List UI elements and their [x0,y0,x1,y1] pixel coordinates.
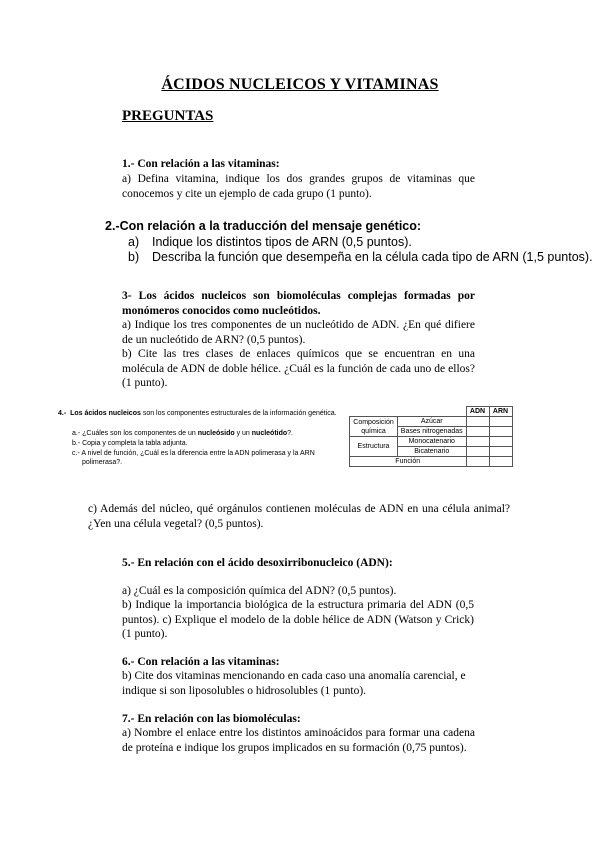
q7-heading: 7.- En relación con las biomoléculas: [122,713,301,725]
section-title: PREGUNTAS [122,108,214,124]
q6-heading: 6.- Con relación a las vitaminas: [122,656,280,668]
q2-heading: 2.-Con relación a la traducción del mensaje genético: [105,219,422,233]
row-estructura: Estructura [350,437,398,457]
q4-block [58,410,348,480]
cell [466,427,489,437]
q4-part-b: b.- Copia y completa la tabla adjunta. [72,440,188,447]
col-adn: ADN [466,407,489,417]
q3-part-a: a) Indique los tres componentes de un nucleótido de ADN. ¿En qué difiere de un nucleótido de ARN? (0,5 puntos). [122,319,475,346]
cell [466,447,489,457]
q2-part-b [128,250,593,264]
cell [489,447,512,457]
q4-a-post: ?. [287,430,293,437]
q5-part-a: a) ¿Cuál es la composición química del ADN? (0,5 puntos). [122,585,397,597]
cell [466,457,489,467]
q2-a-label: a) [128,235,140,249]
cell [489,417,512,427]
q2-b-label: b) [128,250,140,264]
q4-a-b1: nucleósido [197,430,235,437]
q4-a-b2: nucleótido [251,430,288,437]
q4-a-mid: y un [234,430,252,437]
extra-part-c: c) Además del núcleo, qué orgánulos contienen moléculas de ADN en una célula animal? ¿Yen una célula vegetal? (0,5 puntos). [88,503,510,530]
q2-a-text: Indique los distintos tipos de ARN (0,5 puntos). [152,235,412,249]
col-arn: ARN [489,407,512,417]
row-funcion: Función [350,457,467,467]
q2-b-text: Describa la función que desempeña en la célula cada tipo de ARN (1,5 puntos). [152,250,593,264]
row-composicion: Composición química [350,417,398,437]
row-mono: Monocatenario [398,437,467,447]
row-azucar: Azúcar [398,417,467,427]
nucleic-acid-table [349,406,513,467]
q7-part-a: a) Nombre el enlace entre los distintos aminoácidos para formar una cadena de proteína e indique los grupos implicados en su formación (0,75 puntos). [122,727,475,754]
row-bi: Bicatenario [398,447,467,457]
q4-a-pre: a.- ¿Cuáles son los componentes de un [72,430,198,437]
cell [489,457,512,467]
q1-part-a: a) Defina vitamina, indique los dos grandes grupos de vitaminas que conocemos y cite un ejemplo de cada grupo (1 punto). [122,173,475,200]
q4-part-c-cont: polimerasa?. [82,459,123,466]
cell [489,437,512,447]
cell [466,417,489,427]
q4-part-a [72,430,293,437]
cell [489,427,512,437]
q4-heading [58,410,337,417]
q4-part-c: c.- A nivel de función, ¿Cuál es la diferencia entre la ADN polimerasa y la ARN [72,450,315,457]
q3-part-b: b) Cite las tres clases de enlaces químicos que se encuentran en una molécula de ADN de doble hélice. ¿Cuál es la función de cada uno de ellos? (1 punto). [122,348,475,389]
row-bases: Bases nitrogenadas [398,427,467,437]
q1-heading: 1.- Con relación a las vitaminas: [122,158,280,170]
q4-number: 4.- [58,410,67,417]
document-title: ÁCIDOS NUCLEICOS Y VITAMINAS [161,76,439,93]
q5-part-b: b) Indique la importancia biológica de la estructura primaria del ADN (0,5 puntos). c) Explique el modelo de la doble hélice de ADN (Watson y Crick) (1 punto). [122,599,474,640]
q4-bold: Los ácidos nucleicos [70,410,141,417]
q2-part-a [128,235,412,249]
q6-part-b: b) Cite dos vitaminas mencionando en cada caso una anomalía carencial, e indique si son liposolubles o hidrosolubles (1 punto). [122,670,466,697]
q5-heading: 5.- En relación con el ácido desoxirribonucleico (ADN): [122,557,393,569]
cell [466,437,489,447]
q4-rest: son los componentes estructurales de la información genética. [140,410,337,417]
q3-heading: 3- Los ácidos nucleicos son biomoléculas complejas formadas por monómeros conocidos como nucleótidos. [122,290,475,317]
